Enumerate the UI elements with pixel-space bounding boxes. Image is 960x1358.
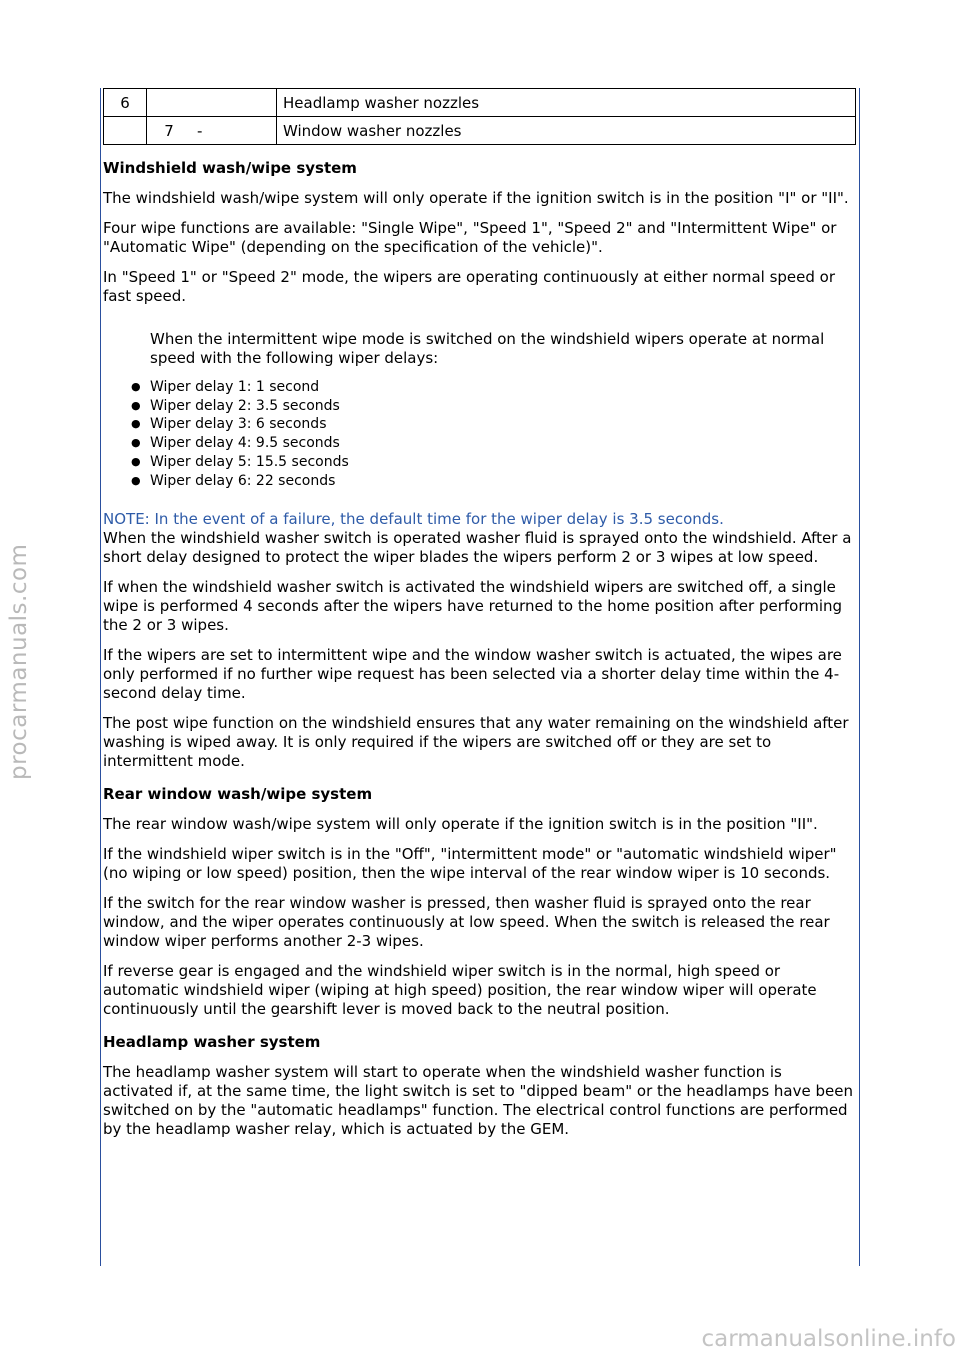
document-body — [103, 88, 856, 1139]
paragraph: The windshield wash/wipe system will only operate if the ignition switch is in the position "I" or "II". — [103, 189, 849, 207]
list-item: ● Wiper delay 5: 15.5 seconds — [103, 453, 856, 472]
row-empty — [104, 117, 147, 145]
paragraph: If the windshield wiper switch is in the "Off", "intermittent mode" or "automatic windshield wiper" (no wiping or low speed) position, then the wipe interval of the rear window wiper is 10 seconds. — [103, 845, 837, 883]
paragraph: In "Speed 1" or "Speed 2" mode, the wipers are operating continuously at either normal speed or fast speed. — [103, 268, 836, 305]
list-item: ● Wiper delay 3: 6 seconds — [103, 415, 856, 434]
paragraph: The rear window wash/wipe system will only operate if the ignition switch is in the position "II". — [103, 815, 818, 834]
list-item: ● Wiper delay 2: 3.5 seconds — [103, 397, 856, 416]
row-dash: - — [197, 121, 203, 140]
paragraph: If the wipers are set to intermittent wipe and the window washer switch is actuated, the wipes are only performed if no further wipe request has been selected via a shorter delay time within the 4-second delay time. — [103, 646, 842, 703]
table-row — [104, 117, 856, 145]
paragraph: The post wipe function on the windshield ensures that any water remaining on the windshield after washing is wiped away. It is only required if the wipers are switched off or they are set to intermittent mode. — [103, 714, 849, 771]
paragraph: When the windshield washer switch is operated washer fluid is sprayed onto the windshield. After a short delay designed to protect the wiper blades the wipers perform 2 or 3 wipes at low speed. — [103, 529, 852, 567]
row-description: Window washer nozzles — [277, 117, 856, 145]
paragraph: If reverse gear is engaged and the windshield wiper switch is in the normal, high speed or automatic windshield wiper (wiping at high speed) position, the rear window wiper will operate continuously until the gearshift lever is moved back to the neutral position. — [103, 962, 817, 1019]
footer-watermark: carmanualsonline.info — [701, 1326, 956, 1352]
table-row — [104, 89, 856, 117]
paragraph: If when the windshield washer switch is activated the windshield wipers are switched off, a single wipe is performed 4 seconds after the wipers have returned to the home position after performing the 2 or 3 wipes. — [103, 578, 843, 635]
section-heading-windshield: Windshield wash/wipe system — [103, 159, 357, 177]
section-heading-headlamp: Headlamp washer system — [103, 1033, 321, 1052]
side-watermark: procarmanuals.com — [6, 543, 32, 780]
list-item: ● Wiper delay 4: 9.5 seconds — [103, 434, 856, 453]
section-heading-rear-window: Rear window wash/wipe system — [103, 785, 373, 804]
list-item: ● Wiper delay 6: 22 seconds — [103, 472, 856, 491]
row-number-dash — [147, 117, 277, 145]
paragraph: The headlamp washer system will start to operate when the windshield washer function is activated if, at the same time, the light switch is set to "dipped beam" or the headlamps have been switched on by the "automatic headlamps" function. The electrical control functions are performed by the headlamp washer relay, which is actuated by the GEM. — [103, 1063, 853, 1139]
parts-table — [103, 88, 856, 145]
note-text: NOTE: In the event of a failure, the default time for the wiper delay is 3.5 seconds. — [103, 510, 724, 529]
paragraph: Four wipe functions are available: "Single Wipe", "Speed 1", "Speed 2" and "Intermittent Wipe" or "Automatic Wipe" (depending on the specification of the vehicle)". — [103, 219, 837, 256]
row-description: Headlamp washer nozzles — [277, 89, 856, 117]
row-number: 7 — [164, 121, 174, 140]
paragraph-indented: When the intermittent wipe mode is switched on the windshield wipers operate at normal speed with the following wiper delays: — [150, 330, 825, 367]
row-number: 6 — [104, 89, 147, 117]
wiper-delay-list — [103, 378, 856, 490]
row-dash — [147, 89, 277, 117]
paragraph: If the switch for the rear window washer is pressed, then washer fluid is sprayed onto the rear window, and the wiper operates continuously at low speed. When the switch is released the rear window wiper performs another 2-3 wipes. — [103, 894, 830, 951]
list-item: ● Wiper delay 1: 1 second — [103, 378, 856, 397]
